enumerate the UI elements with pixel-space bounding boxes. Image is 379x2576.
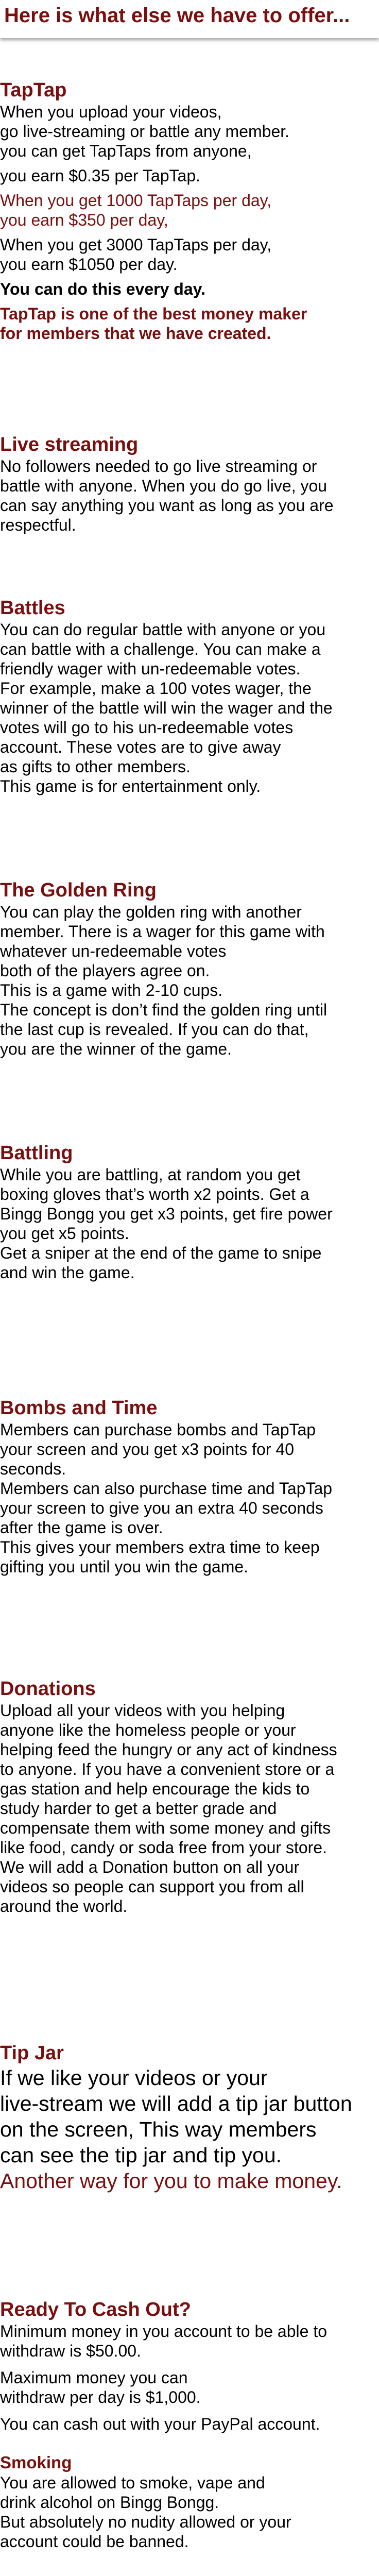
battles-heading: Battles (0, 597, 65, 619)
bombs-time-body: Members can purchase bombs and TapTap your screen and you get x3 points for 40 seconds. Members can also purchase time and TapTap your screen to give you an extra 40 seconds after the game is over. This gives your members extra time to keep gifting you until you win the game. (0, 1420, 333, 1576)
section-tip-jar (0, 2041, 379, 2194)
battles-body: You can do regular battle with anyone or you can battle with a challenge. You can make a friendly wager with un-redeemable votes. For example, make a 100 votes wager, the winner of the battle will win the wager and the votes will go to his un-redeemable votes account. These votes are to give away as gifts to other members. This game is for entertainment only. (0, 620, 333, 795)
cash-out-maximum: Maximum money you can withdraw per day is $1,000. (0, 2368, 201, 2406)
smoking-heading: Smoking (0, 2453, 72, 2472)
section-donations (0, 1677, 379, 1916)
tip-jar-tagline: Another way for you to make money. (0, 2169, 342, 2193)
taptap-daily: You can do this every day. (0, 280, 205, 298)
section-live-streaming (0, 433, 379, 535)
bombs-time-heading: Bombs and Time (0, 1397, 158, 1419)
battling-body: While you are battling, at random you get boxing gloves that’s worth x2 points. Get a Bingg Bongg you get x3 points, get fire power you get x5 points. Get a sniper at the end of the game to snipe and win the game. (0, 1165, 333, 1282)
taptap-rate: you earn $0.35 per TapTap. (0, 166, 201, 185)
section-golden-ring (0, 878, 379, 1059)
tip-jar-heading: Tip Jar (0, 2042, 64, 2064)
section-smoking (0, 2452, 379, 2551)
taptap-tier-3000: When you get 3000 TapTaps per day, you earn $1050 per day. (0, 235, 272, 274)
taptap-intro: When you upload your videos, go live-streaming or battle any member. you can get TapTaps from anyone, (0, 103, 290, 160)
section-cash-out (0, 2298, 379, 2434)
section-battling (0, 1141, 379, 1282)
battling-heading: Battling (0, 1142, 73, 1164)
section-bombs-and-time (0, 1396, 379, 1577)
cash-out-minimum: Minimum money in you account to be able to withdraw is $50.00. (0, 2322, 327, 2360)
live-streaming-body: No followers needed to go live streaming or battle with anyone. When you do go live, you can say anything you want as long as you are respectful. (0, 457, 334, 534)
section-battles (0, 596, 379, 796)
taptap-tagline: TapTap is one of the best money maker for members that we have created. (0, 304, 307, 343)
golden-ring-heading: The Golden Ring (0, 879, 157, 901)
cash-out-heading: Ready To Cash Out? (0, 2299, 191, 2320)
golden-ring-body: You can play the golden ring with another member. There is a wager for this game with whatever un-redeemable votes both of the players agree on. This is a game with 2-10 cups. The concept is don’t find the golden ring until the last cup is revealed. If you can do that, you are the winner of the game. (0, 903, 328, 1058)
cash-out-paypal: You can cash out with your PayPal account. (0, 2415, 320, 2433)
donations-heading: Donations (0, 1678, 96, 1700)
tip-jar-body: If we like your videos or your live-stream we will add a tip jar button on the screen, This way members can see the tip jar and tip you. (0, 2066, 352, 2167)
taptap-heading: TapTap (0, 79, 67, 101)
live-streaming-heading: Live streaming (0, 434, 139, 455)
donations-body: Upload all your videos with you helping anyone like the homeless people or your helping feed the hungry or any act of kindness to anyone. If you have a convenient store or a gas station and help encourage the kids to study harder to get a better grade and compensate them with some money and gifts like food, candy or soda free from your store. We will add a Donation button on all your videos so people can support you from all around the world. (0, 1701, 337, 1916)
section-taptap (0, 78, 379, 343)
banner-title: Here is what else we have to offer... (4, 4, 350, 27)
smoking-body: You are allowed to smoke, vape and drink alcohol on Bingg Bongg. But absolutely no nudity allowed or your account could be banned. (0, 2473, 291, 2551)
taptap-tier-1000: When you get 1000 TapTaps per day, you earn $350 per day, (0, 191, 272, 229)
offer-banner (0, 0, 379, 38)
